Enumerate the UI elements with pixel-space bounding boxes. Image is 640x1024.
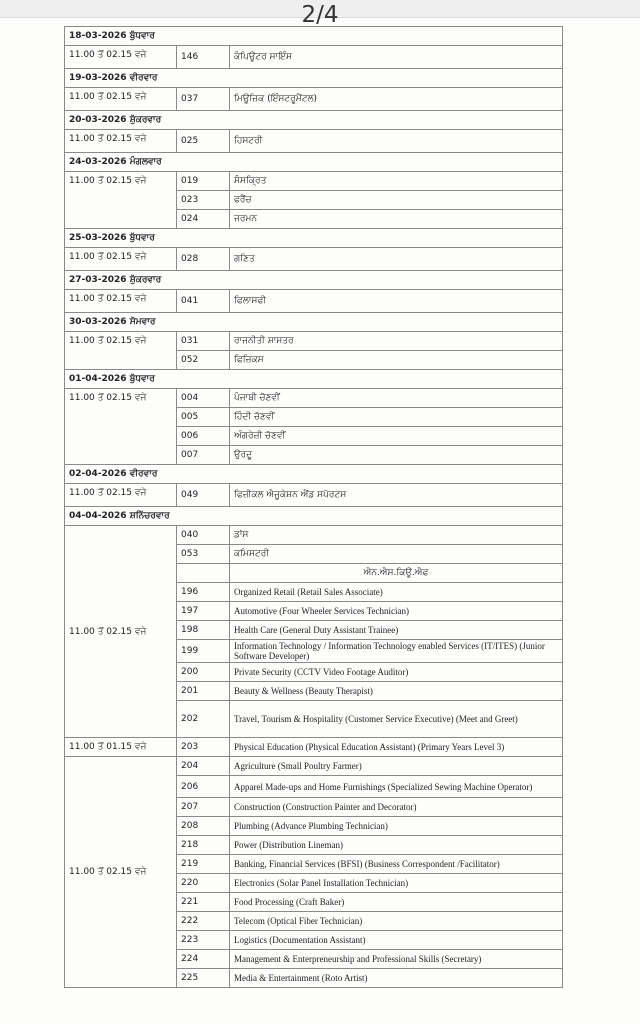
subject-row <box>65 130 563 153</box>
exam-date: 19-03-2026 ਵੀਰਵਾਰ <box>65 69 563 88</box>
exam-time: 11.00 ਤੋਂ 02.15 ਵਜੇ <box>65 46 177 69</box>
subject-code: 019 <box>177 172 230 191</box>
subject-code: 004 <box>177 389 230 408</box>
subject-code: 224 <box>177 950 230 969</box>
subject-row <box>65 248 563 271</box>
subject-name: Media & Entertainment (Roto Artist) <box>230 969 563 988</box>
subject-code: 041 <box>177 290 230 313</box>
date-row <box>65 27 563 46</box>
date-row <box>65 111 563 130</box>
subject-code: 006 <box>177 427 230 446</box>
subject-name: Logistics (Documentation Assistant) <box>230 931 563 950</box>
subject-code: 198 <box>177 621 230 640</box>
date-row <box>65 271 563 290</box>
subject-name: Beauty & Wellness (Beauty Therapist) <box>230 682 563 701</box>
exam-time: 11.00 ਤੋਂ 02.15 ਵਜੇ <box>65 290 177 313</box>
subject-code: 196 <box>177 583 230 602</box>
subject-name: ਹਿਸਟਰੀ <box>230 130 563 153</box>
subject-code: 208 <box>177 817 230 836</box>
exam-time: 11.00 ਤੋਂ 01.15 ਵਜੇ <box>65 738 177 757</box>
subject-name: ਅੰਗਰੇਜ਼ੀ ਚੋਣਵੀਂ <box>230 427 563 446</box>
exam-time: 11.00 ਤੋਂ 02.15 ਵਜੇ <box>65 248 177 271</box>
subject-name: Organized Retail (Retail Sales Associate) <box>230 583 563 602</box>
subject-code: 040 <box>177 526 230 545</box>
subject-name: ਕਮਿਸਟਰੀ <box>230 545 563 564</box>
subject-code: 031 <box>177 332 230 351</box>
subject-name: Information Technology / Information Technology enabled Services (IT/ITES) (Junior Software Developer) <box>230 640 563 663</box>
subject-code: 220 <box>177 874 230 893</box>
subject-code: 024 <box>177 210 230 229</box>
subject-name: ਫਿਜ਼ਿਕਸ <box>230 351 563 370</box>
exam-date: 01-04-2026 ਬੁੱਧਵਾਰ <box>65 370 563 389</box>
date-row <box>65 69 563 88</box>
exam-date: 30-03-2026 ਸੋਮਵਾਰ <box>65 313 563 332</box>
subject-name: Agriculture (Small Poultry Farmer) <box>230 757 563 776</box>
subject-code: 206 <box>177 776 230 798</box>
subject-row <box>65 88 563 111</box>
exam-date: 27-03-2026 ਸ਼ੁੱਕਰਵਾਰ <box>65 271 563 290</box>
subject-code: 052 <box>177 351 230 370</box>
subject-name: ਉਰਦੂ <box>230 446 563 465</box>
subject-name: ਸੰਸਕ੍ਰਿਤ <box>230 172 563 191</box>
subject-code: 221 <box>177 893 230 912</box>
subject-code: 219 <box>177 855 230 874</box>
date-row <box>65 370 563 389</box>
subject-name: ਡਾਂਸ <box>230 526 563 545</box>
subject-row <box>65 389 563 408</box>
subject-name: Physical Education (Physical Education Assistant) (Primary Years Level 3) <box>230 738 563 757</box>
subject-name: ਹਿੰਦੀ ਚੋਣਵੀਂ <box>230 408 563 427</box>
subject-code: 201 <box>177 682 230 701</box>
subject-name: ਕੰਪਿਊਟਰ ਸਾਇੰਸ <box>230 46 563 69</box>
subject-name: Power (Distribution Lineman) <box>230 836 563 855</box>
subject-name: Travel, Tourism & Hospitality (Customer Service Executive) (Meet and Greet) <box>230 701 563 738</box>
date-row <box>65 507 563 526</box>
subject-code: 053 <box>177 545 230 564</box>
nsqf-heading: ਐਨ.ਐਸ.ਕਿਊ.ਐਫ <box>230 564 563 583</box>
subject-name: Banking, Financial Services (BFSI) (Business Correspondent /Facilitator) <box>230 855 563 874</box>
subject-code: 200 <box>177 663 230 682</box>
date-row <box>65 153 563 172</box>
subject-name: Automotive (Four Wheeler Services Technician) <box>230 602 563 621</box>
date-row <box>65 229 563 248</box>
subject-code: 223 <box>177 931 230 950</box>
subject-name: Telecom (Optical Fiber Technician) <box>230 912 563 931</box>
subject-code: 199 <box>177 640 230 663</box>
subject-name: ਜਰਮਨ <box>230 210 563 229</box>
exam-time: 11.00 ਤੋਂ 02.15 ਵਜੇ <box>65 389 177 465</box>
exam-date: 04-04-2026 ਸ਼ਨਿੱਚਰਵਾਰ <box>65 507 563 526</box>
subject-row <box>65 738 563 757</box>
subject-name: ਫਰੈਂਚ <box>230 191 563 210</box>
subject-name: Apparel Made-ups and Home Furnishings (Specialized Sewing Machine Operator) <box>230 776 563 798</box>
exam-date: 18-03-2026 ਬੁੱਧਵਾਰ <box>65 27 563 46</box>
subject-code: 202 <box>177 701 230 738</box>
subject-name: ਫਿਲਾਸਫੀ <box>230 290 563 313</box>
subject-code: 007 <box>177 446 230 465</box>
exam-time: 11.00 ਤੋਂ 02.15 ਵਜੇ <box>65 172 177 229</box>
subject-name: ਰਾਜਨੀਤੀ ਸ਼ਾਸਤਰ <box>230 332 563 351</box>
exam-time: 11.00 ਤੋਂ 02.15 ਵਜੇ <box>65 757 177 988</box>
subject-name: Food Processing (Craft Baker) <box>230 893 563 912</box>
exam-schedule-table <box>64 26 563 988</box>
exam-time: 11.00 ਤੋਂ 02.15 ਵਜੇ <box>65 130 177 153</box>
page-indicator: 2/4 <box>301 2 339 28</box>
subject-name: Health Care (General Duty Assistant Trainee) <box>230 621 563 640</box>
exam-date: 25-03-2026 ਬੁੱਧਵਾਰ <box>65 229 563 248</box>
subject-name: ਮਿਊਜ਼ਿਕ (ਇੰਸਟਰੂਮੈਂਟਲ) <box>230 88 563 111</box>
exam-date: 24-03-2026 ਮੰਗਲਵਾਰ <box>65 153 563 172</box>
subject-name: Construction (Construction Painter and Decorator) <box>230 798 563 817</box>
subject-code: 225 <box>177 969 230 988</box>
subject-row <box>65 290 563 313</box>
subject-name: Electronics (Solar Panel Installation Technician) <box>230 874 563 893</box>
subject-code: 049 <box>177 484 230 507</box>
subject-row <box>65 46 563 69</box>
exam-time: 11.00 ਤੋਂ 02.15 ਵਜੇ <box>65 332 177 370</box>
exam-time: 11.00 ਤੋਂ 02.15 ਵਜੇ <box>65 88 177 111</box>
exam-time: 11.00 ਤੋਂ 02.15 ਵਜੇ <box>65 526 177 738</box>
subject-code: 023 <box>177 191 230 210</box>
subject-row <box>65 526 563 545</box>
subject-code: 222 <box>177 912 230 931</box>
subject-name: ਫਿਜ਼ੀਕਲ ਐਜੂਕੇਸ਼ਨ ਐਂਡ ਸਪੋਰਟਸ <box>230 484 563 507</box>
subject-code: 207 <box>177 798 230 817</box>
exam-date: 02-04-2026 ਵੀਰਵਾਰ <box>65 465 563 484</box>
subject-code: 037 <box>177 88 230 111</box>
subject-row <box>65 484 563 507</box>
subject-name: ਗਣਿਤ <box>230 248 563 271</box>
subject-name: Management & Enterpreneurship and Professional Skills (Secretary) <box>230 950 563 969</box>
exam-time: 11.00 ਤੋਂ 02.15 ਵਜੇ <box>65 484 177 507</box>
subject-code: 146 <box>177 46 230 69</box>
subject-code: 203 <box>177 738 230 757</box>
subject-row <box>65 172 563 191</box>
subject-row <box>65 332 563 351</box>
subject-row <box>65 757 563 776</box>
empty-code-cell <box>177 564 230 583</box>
subject-code: 028 <box>177 248 230 271</box>
subject-code: 025 <box>177 130 230 153</box>
subject-name: Private Security (CCTV Video Footage Auditor) <box>230 663 563 682</box>
date-row <box>65 465 563 484</box>
exam-date: 20-03-2026 ਸ਼ੁੱਕਰਵਾਰ <box>65 111 563 130</box>
subject-code: 218 <box>177 836 230 855</box>
subject-code: 197 <box>177 602 230 621</box>
subject-name: Plumbing (Advance Plumbing Technician) <box>230 817 563 836</box>
subject-code: 005 <box>177 408 230 427</box>
date-row <box>65 313 563 332</box>
subject-name: ਪੰਜਾਬੀ ਚੋਣਵੀਂ <box>230 389 563 408</box>
subject-code: 204 <box>177 757 230 776</box>
